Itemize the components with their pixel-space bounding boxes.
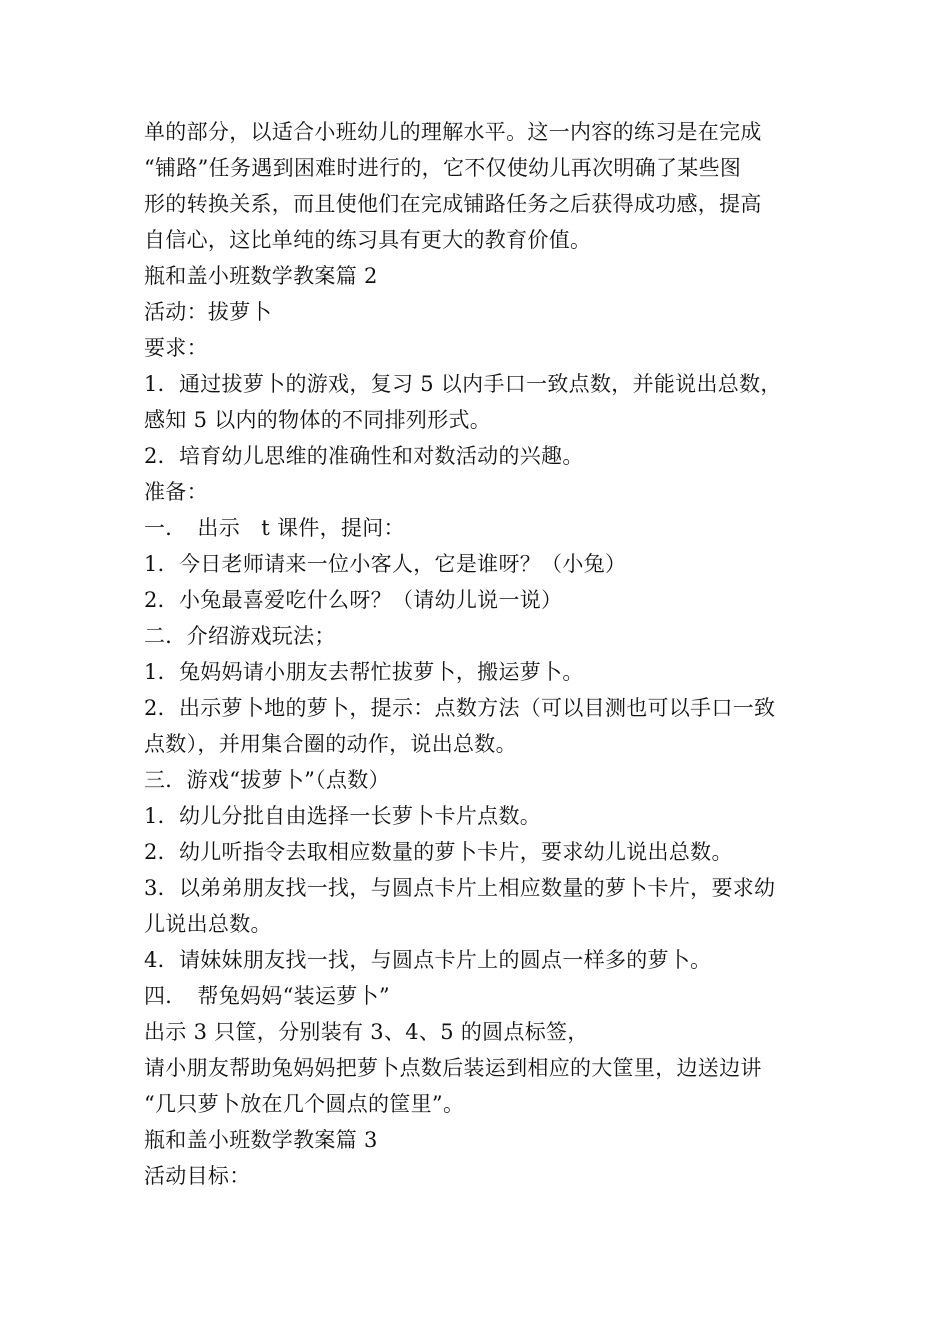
text-line: 点数），并用集合圈的动作，说出总数。 (144, 732, 517, 756)
text-line: 1．今日老师请来一位小客人，它是谁呀？（小兔） (144, 552, 627, 576)
section-heading: 瓶和盖小班数学教案篇 2 (144, 264, 378, 288)
text-line: 二．介绍游戏玩法； (144, 624, 336, 648)
text-line: 1．兔妈妈请小朋友去帮忙拔萝卜，搬运萝卜。 (144, 660, 584, 684)
text-line: 2．出示萝卜地的萝卜，提示：点数方法（可以目测也可以手口一致 (144, 696, 776, 720)
text-line: 形的转换关系，而且使他们在完成铺路任务之后获得成功感，提高 (144, 192, 762, 216)
text-line: 三．游戏“拔萝卜”（点数） (144, 768, 390, 792)
text-line: 一． 出示 t 课件，提问： (144, 516, 405, 540)
text-line: 3．以弟弟朋友找一找，与圆点卡片上相应数量的萝卜卡片，要求幼 (144, 876, 776, 900)
section-heading: 瓶和盖小班数学教案篇 3 (144, 1128, 378, 1152)
text-line: “几只萝卜放在几个圆点的筐里”。 (144, 1092, 465, 1116)
text-line: 儿说出总数。 (144, 912, 272, 936)
text-line: 1．通过拔萝卜的游戏，复习 5 以内手口一致点数，并能说出总数， (144, 372, 782, 396)
text-line: 出示 3 只筐，分别装有 3、4、5 的圆点标签， (144, 1020, 589, 1044)
text-line: 单的部分，以适合小班幼儿的理解水平。这一内容的练习是在完成 (144, 120, 762, 144)
text-line: 2．培育幼儿思维的准确性和对数活动的兴趣。 (144, 444, 584, 468)
document-page (144, 114, 814, 1194)
text-line: 2．小兔最喜爱吃什么呀？（请幼儿说一说） (144, 588, 563, 612)
text-line: 4．请妹妹朋友找一找，与圆点卡片上的圆点一样多的萝卜。 (144, 948, 712, 972)
text-line: 要求： (144, 336, 208, 360)
text-line: 活动：拔萝卜 (144, 300, 272, 324)
text-line: 1．幼儿分批自由选择一长萝卜卡片点数。 (144, 804, 542, 828)
text-line: “铺路”任务遇到困难时进行的，它不仅使幼儿再次明确了某些图 (144, 156, 742, 180)
text-line: 四． 帮兔妈妈“装运萝卜” (144, 984, 390, 1008)
text-line: 自信心，这比单纯的练习具有更大的教育价值。 (144, 228, 592, 252)
text-line: 活动目标： (144, 1164, 251, 1188)
text-line: 感知 5 以内的物体的不同排列形式。 (144, 408, 492, 432)
text-line: 请小朋友帮助兔妈妈把萝卜点数后装运到相应的大筐里，边送边讲 (144, 1056, 762, 1080)
text-line: 2．幼儿听指令去取相应数量的萝卜卡片，要求幼儿说出总数。 (144, 840, 733, 864)
text-line: 准备： (144, 480, 208, 504)
